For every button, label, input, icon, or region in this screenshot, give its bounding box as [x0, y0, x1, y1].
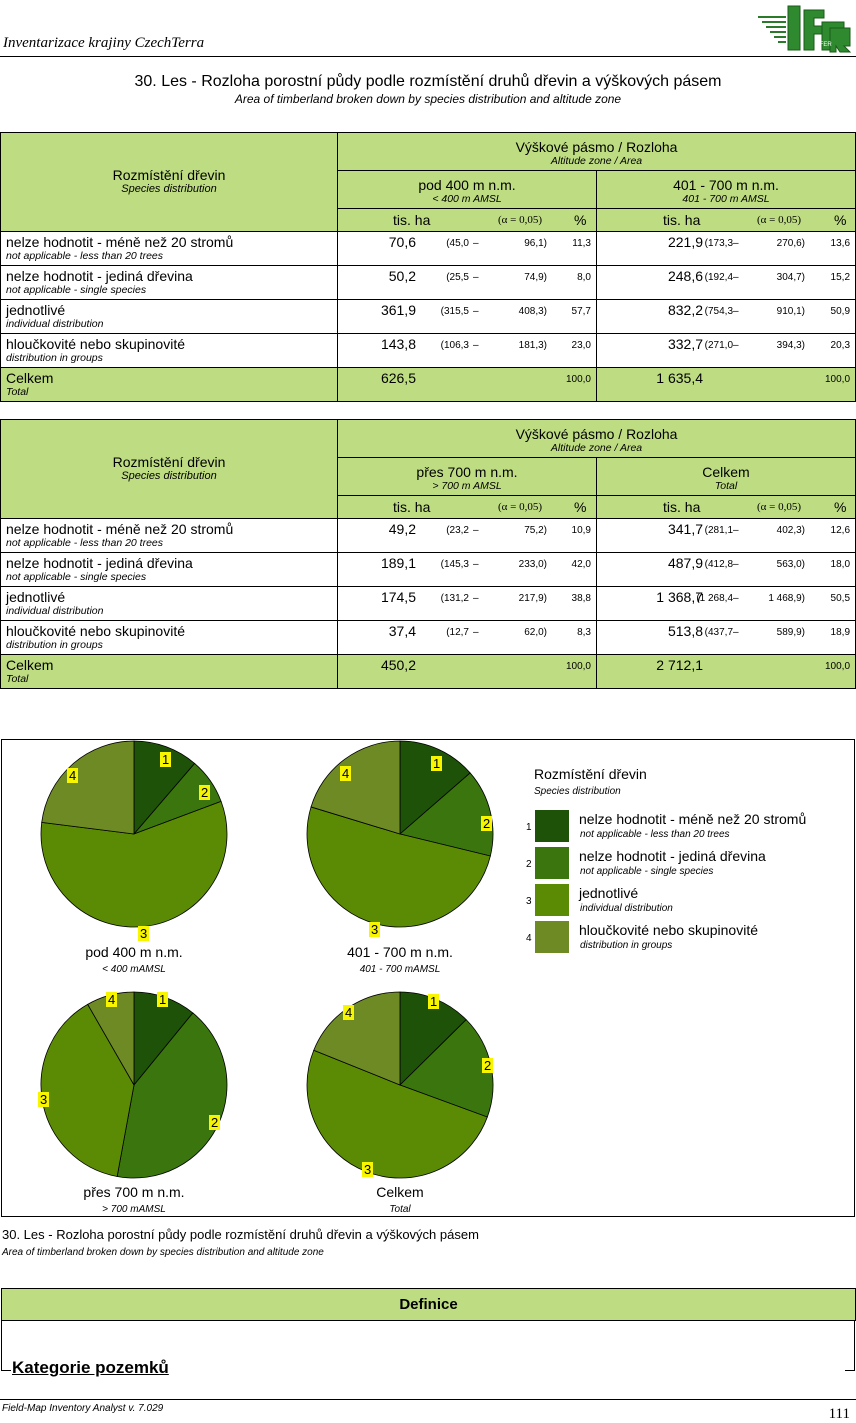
legend-label-en: not applicable - single species — [580, 866, 714, 877]
value-tis-ha: 248,6 — [667, 268, 704, 284]
legend-label-en: distribution in groups — [580, 940, 673, 951]
value-cell — [338, 368, 597, 402]
col-ci: (α = 0,05) — [498, 501, 543, 513]
pie-sublabel: > 700 mAMSL — [102, 1204, 166, 1215]
category-label-en: individual distribution — [6, 605, 104, 617]
value-tis-ha: 341,7 — [667, 521, 704, 537]
ci-dash: – — [473, 238, 479, 249]
value-cell — [338, 553, 597, 587]
zone-name-en: 401 - 700 m AMSL — [682, 193, 770, 205]
subheader-cell — [597, 209, 856, 232]
slice-number-tag: 1 — [159, 992, 167, 1007]
ci-low: (131,2 — [440, 593, 469, 604]
group-header — [338, 420, 856, 458]
zone-name: 401 - 700 m n.m. — [673, 177, 779, 193]
slice-number-tag: 2 — [484, 1058, 492, 1073]
table-row — [1, 334, 856, 368]
ci-high: 74,9) — [524, 272, 547, 283]
ci-high: 408,3) — [518, 306, 547, 317]
group-header-cs: Výškové pásmo / Rozloha — [515, 426, 678, 442]
value-percent: 50,5 — [830, 593, 851, 604]
value-cell — [338, 232, 597, 266]
kategorie-heading: Kategorie pozemků — [12, 1358, 169, 1377]
category-label-en: Total — [6, 673, 29, 685]
legend-label: hloučkovité nebo skupinovité — [579, 922, 759, 938]
data-table-1 — [0, 132, 856, 402]
zone-name: pod 400 m n.m. — [418, 177, 516, 193]
value-tis-ha: 1 368,7 — [656, 589, 704, 605]
col-ci: (α = 0,05) — [757, 501, 802, 513]
logo-text: IFER — [818, 42, 832, 48]
ci-dash: – — [733, 627, 739, 638]
col-tis-ha: tis. ha — [663, 499, 701, 515]
value-percent: 100,0 — [824, 661, 851, 672]
legend-subtitle: Species distribution — [534, 786, 621, 797]
slice-number-tag: 4 — [69, 768, 77, 783]
ci-low: (437,7 — [704, 627, 734, 638]
col-ci: (α = 0,05) — [498, 214, 543, 226]
value-percent: 100,0 — [824, 374, 851, 385]
category-label-en: distribution in groups — [6, 639, 103, 651]
col-tis-ha: tis. ha — [663, 212, 701, 228]
value-tis-ha: 450,2 — [380, 657, 416, 673]
slice-number-tag: 1 — [433, 756, 441, 771]
value-cell — [597, 300, 856, 334]
slice-number-tag: 2 — [483, 816, 491, 831]
ifer-logo — [758, 2, 852, 54]
value-percent: 15,2 — [830, 272, 851, 283]
ci-high: 304,7) — [776, 272, 806, 283]
ci-dash: – — [733, 238, 739, 249]
slice-number-tag: 1 — [162, 752, 170, 767]
table-row — [1, 232, 856, 266]
value-tis-ha: 487,9 — [667, 555, 704, 571]
ci-low: (412,8 — [704, 559, 734, 570]
subheader-cell — [597, 496, 856, 519]
value-tis-ha: 49,2 — [388, 521, 416, 537]
pie-sublabel: < 400 mAMSL — [102, 964, 166, 975]
ci-low: (12,7 — [446, 627, 469, 638]
zone-header — [338, 458, 597, 496]
ci-dash: – — [473, 627, 479, 638]
value-percent: 11,3 — [572, 238, 591, 249]
blank-cell — [1, 209, 338, 232]
category-label-en: individual distribution — [6, 318, 104, 330]
category-label: jednotlivé — [6, 302, 66, 318]
slice-number-tag: 3 — [140, 926, 148, 941]
col-tis-ha: tis. ha — [393, 499, 431, 515]
value-percent: 100,0 — [565, 661, 591, 672]
header-title: Inventarizace krajiny CzechTerra — [3, 35, 205, 51]
total-row — [1, 368, 856, 402]
value-percent: 42,0 — [571, 559, 591, 570]
group-header-en: Altitude zone / Area — [550, 155, 643, 167]
value-percent: 10,9 — [571, 525, 591, 536]
value-percent: 12,6 — [830, 525, 851, 536]
definice-corner-right — [845, 1370, 855, 1371]
legend-swatch — [535, 847, 569, 879]
category-label-en: Total — [6, 386, 29, 398]
figure-caption: 30. Les - Rozloha porostní půdy podle rozmístění druhů dřevin a výškových pásem — [2, 1227, 479, 1242]
table-row — [1, 266, 856, 300]
category-label: nelze hodnotit - méně než 20 stromů — [6, 521, 234, 537]
legend — [534, 766, 647, 797]
ci-low: (23,2 — [446, 525, 469, 536]
slice-number-tag: 3 — [40, 1092, 48, 1107]
category-cell — [1, 553, 338, 587]
value-tis-ha: 513,8 — [667, 623, 704, 639]
value-cell — [597, 368, 856, 402]
value-cell — [338, 266, 597, 300]
data-table-2 — [0, 419, 856, 689]
ci-high: 563,0) — [776, 559, 806, 570]
value-cell — [338, 621, 597, 655]
subheader-cell — [338, 496, 597, 519]
definice-border-left — [1, 1320, 2, 1370]
value-cell — [597, 334, 856, 368]
zone-name-en: Total — [714, 480, 738, 492]
ci-dash: – — [473, 559, 479, 570]
ci-low: (281,1 — [704, 525, 734, 536]
pie-label: pod 400 m n.m. — [85, 944, 183, 960]
value-tis-ha: 626,5 — [380, 370, 416, 386]
value-tis-ha: 174,5 — [380, 589, 416, 605]
category-label: Celkem — [6, 657, 54, 673]
legend-label: nelze hodnotit - méně než 20 stromů — [579, 811, 807, 827]
slice-number-tag: 4 — [342, 766, 350, 781]
category-cell — [1, 266, 338, 300]
ci-dash: – — [473, 525, 479, 536]
value-percent: 20,3 — [830, 340, 851, 351]
value-cell — [338, 334, 597, 368]
category-cell — [1, 519, 338, 553]
blank-cell — [1, 496, 338, 519]
zone-name-en: < 400 m AMSL — [432, 193, 502, 205]
subheader-cell — [338, 209, 597, 232]
legend-label-en: individual distribution — [580, 903, 673, 914]
value-cell — [597, 553, 856, 587]
legend-swatch — [535, 921, 569, 953]
value-percent: 18,0 — [830, 559, 851, 570]
ci-high: 181,3) — [518, 340, 547, 351]
category-label-en: not applicable - less than 20 trees — [6, 250, 164, 262]
ci-dash: – — [733, 593, 739, 604]
table-row — [1, 553, 856, 587]
ci-dash: – — [473, 306, 479, 317]
value-percent: 100,0 — [565, 374, 591, 385]
footer-rule — [0, 1399, 856, 1400]
group-header-en: Altitude zone / Area — [550, 442, 643, 454]
table-row — [1, 300, 856, 334]
col-pct: % — [574, 212, 587, 228]
value-tis-ha: 37,4 — [388, 623, 416, 639]
ci-low: (1 268,4 — [696, 593, 734, 604]
ci-dash: – — [473, 340, 479, 351]
ci-low: (192,4 — [704, 272, 734, 283]
ci-high: 96,1) — [524, 238, 547, 249]
table-row — [1, 587, 856, 621]
pie-label: přes 700 m n.m. — [83, 1184, 185, 1200]
category-label-en: not applicable - single species — [6, 571, 147, 583]
value-tis-ha: 361,9 — [380, 302, 416, 318]
ci-high: 1 468,9) — [768, 593, 806, 604]
col-pct: % — [574, 499, 587, 515]
legend-swatch — [535, 884, 569, 916]
category-cell — [1, 621, 338, 655]
table-row — [1, 519, 856, 553]
slice-number-tag: 1 — [430, 994, 438, 1009]
value-cell — [597, 655, 856, 689]
definice-corner-left — [1, 1370, 11, 1371]
row-header-cell — [1, 420, 338, 496]
legend-number: 3 — [526, 896, 532, 907]
row-header-en: Species distribution — [121, 469, 217, 482]
legend-number: 1 — [526, 822, 532, 833]
value-cell — [597, 621, 856, 655]
value-cell — [597, 519, 856, 553]
value-cell — [338, 519, 597, 553]
row-header-cell — [1, 133, 338, 209]
value-tis-ha: 332,7 — [667, 336, 704, 352]
category-label-en: not applicable - single species — [6, 284, 147, 296]
ci-dash: – — [733, 525, 739, 536]
ci-low: (145,3 — [440, 559, 469, 570]
pie-label: Celkem — [376, 1184, 424, 1200]
ci-high: 910,1) — [776, 306, 806, 317]
legend-number: 2 — [526, 859, 532, 870]
zone-header — [597, 171, 856, 209]
category-cell — [1, 587, 338, 621]
ci-low: (25,5 — [446, 272, 469, 283]
value-tis-ha: 832,2 — [667, 302, 704, 318]
ci-low: (173,3 — [704, 238, 734, 249]
ci-high: 233,0) — [518, 559, 547, 570]
page-title: 30. Les - Rozloha porostní půdy podle rozmístění druhů dřevin a výškových pásem — [134, 73, 722, 90]
header-rule — [0, 56, 856, 57]
row-header: Rozmístění dřevin — [112, 166, 226, 183]
slice-number-tag: 4 — [345, 1005, 353, 1020]
category-cell — [1, 300, 338, 334]
value-percent: 13,6 — [830, 238, 851, 249]
group-header — [338, 133, 856, 171]
slice-number-tag: 2 — [201, 785, 209, 800]
value-percent: 8,3 — [577, 627, 591, 638]
ci-high: 270,6) — [776, 238, 806, 249]
category-label: Celkem — [6, 370, 54, 386]
ci-low: (45,0 — [446, 238, 469, 249]
value-percent: 8,0 — [577, 272, 591, 283]
pie-label: 401 - 700 m n.m. — [347, 944, 453, 960]
slice-number-tag: 4 — [108, 992, 116, 1007]
category-cell — [1, 368, 338, 402]
definice-border-right — [854, 1320, 855, 1370]
definice-header: Definice — [1, 1288, 856, 1321]
value-percent: 57,7 — [571, 306, 591, 317]
value-cell — [338, 587, 597, 621]
zone-header — [338, 171, 597, 209]
ci-low: (106,3 — [440, 340, 469, 351]
value-percent: 50,9 — [830, 306, 851, 317]
ci-dash: – — [473, 593, 479, 604]
value-tis-ha: 189,1 — [380, 555, 416, 571]
category-label: hloučkovité nebo skupinovité — [6, 336, 186, 352]
value-tis-ha: 1 635,4 — [656, 370, 704, 386]
category-label: jednotlivé — [6, 589, 66, 605]
category-label-en: distribution in groups — [6, 352, 103, 364]
legend-label: nelze hodnotit - jediná dřevina — [579, 848, 766, 864]
category-label: nelze hodnotit - jediná dřevina — [6, 268, 193, 284]
ci-high: 402,3) — [776, 525, 806, 536]
ci-dash: – — [733, 559, 739, 570]
category-cell — [1, 655, 338, 689]
ci-dash: – — [733, 340, 739, 351]
zone-header — [597, 458, 856, 496]
chart-panel — [1, 739, 855, 1217]
zone-name: Celkem — [702, 464, 750, 480]
ci-low: (271,0 — [704, 340, 734, 351]
value-percent: 38,8 — [571, 593, 591, 604]
pie-sublabel: Total — [389, 1204, 411, 1215]
legend-swatch — [535, 810, 569, 842]
legend-title: Rozmístění dřevin — [534, 766, 647, 782]
zone-name-en: > 700 m AMSL — [432, 480, 502, 492]
value-tis-ha: 70,6 — [388, 234, 416, 250]
col-ci: (α = 0,05) — [757, 214, 802, 226]
row-header-en: Species distribution — [121, 182, 217, 195]
value-tis-ha: 50,2 — [388, 268, 416, 284]
zone-name: přes 700 m n.m. — [416, 464, 518, 480]
table-row — [1, 621, 856, 655]
slice-number-tag: 2 — [211, 1115, 219, 1130]
ci-high: 62,0) — [524, 627, 547, 638]
legend-label-en: not applicable - less than 20 trees — [580, 829, 730, 840]
pie-slice — [42, 741, 134, 834]
ci-low: (315,5 — [440, 306, 469, 317]
col-tis-ha: tis. ha — [393, 212, 431, 228]
ci-dash: – — [733, 272, 739, 283]
ci-high: 75,2) — [524, 525, 547, 536]
group-header-cs: Výškové pásmo / Rozloha — [515, 139, 678, 155]
ci-dash: – — [473, 272, 479, 283]
value-cell — [597, 587, 856, 621]
ci-high: 217,9) — [518, 593, 547, 604]
category-cell — [1, 334, 338, 368]
slice-number-tag: 3 — [371, 922, 379, 937]
value-tis-ha: 2 712,1 — [656, 657, 704, 673]
value-percent: 18,9 — [830, 627, 851, 638]
category-label: nelze hodnotit - jediná dřevina — [6, 555, 193, 571]
category-cell — [1, 232, 338, 266]
slice-number-tag: 3 — [364, 1162, 372, 1177]
ci-low: (754,3 — [704, 306, 734, 317]
value-tis-ha: 221,9 — [667, 234, 704, 250]
legend-number: 4 — [526, 933, 532, 944]
pie-sublabel: 401 - 700 mAMSL — [359, 964, 441, 975]
page-number: 111 — [828, 1406, 850, 1422]
total-row — [1, 655, 856, 689]
value-cell — [338, 300, 597, 334]
col-pct: % — [834, 499, 847, 515]
value-percent: 23,0 — [571, 340, 591, 351]
value-cell — [597, 232, 856, 266]
row-header: Rozmístění dřevin — [112, 453, 226, 470]
category-label: nelze hodnotit - méně než 20 stromů — [6, 234, 234, 250]
category-label-en: not applicable - less than 20 trees — [6, 537, 164, 549]
page-subtitle: Area of timberland broken down by species distribution and altitude zone — [234, 92, 622, 106]
footer-software: Field-Map Inventory Analyst v. 7.029 — [2, 1403, 164, 1414]
ci-dash: – — [733, 306, 739, 317]
value-tis-ha: 143,8 — [380, 336, 416, 352]
ci-high: 394,3) — [776, 340, 806, 351]
col-pct: % — [834, 212, 847, 228]
ci-high: 589,9) — [776, 627, 806, 638]
value-cell — [338, 655, 597, 689]
legend-label: jednotlivé — [579, 885, 639, 901]
figure-caption-en: Area of timberland broken down by species distribution and altitude zone — [2, 1247, 324, 1258]
value-cell — [597, 266, 856, 300]
category-label: hloučkovité nebo skupinovité — [6, 623, 186, 639]
